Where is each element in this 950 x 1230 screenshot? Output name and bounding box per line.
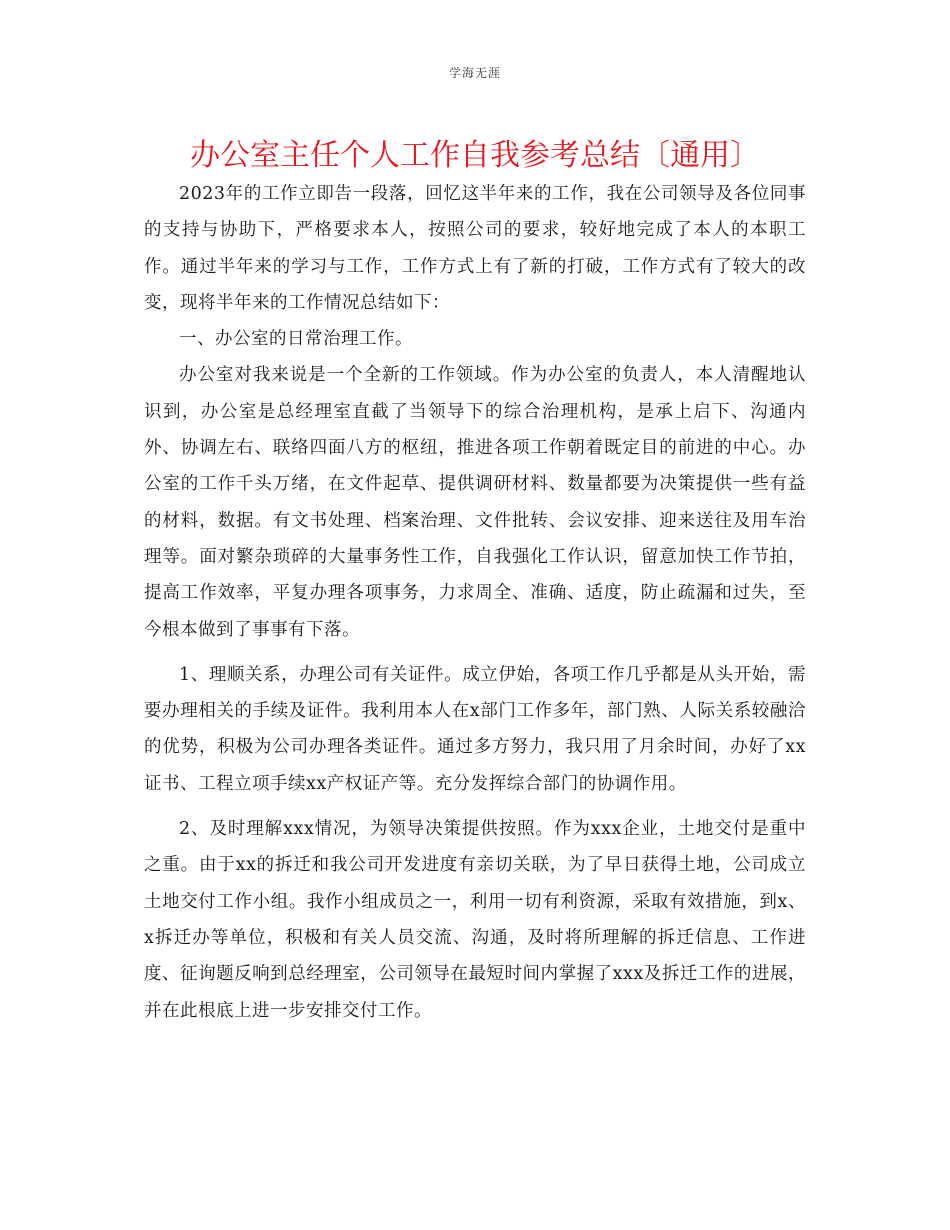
paragraph-item-1: 1、理顺关系，办理公司有关证件。成立伊始，各项工作几乎都是从头开始，需要办理相关的手续及证件。我利用本人在x部门工作多年，部门熟、人际关系较融洽的优势，积极为公司办理各类证件。通过多方努力，我只用了月余时间，办好了xx证书、工程立项手续xx产权证产等。充分发挥综合部门的协调作用。 <box>144 664 806 794</box>
document-title: 办公室主任个人工作自我参考总结〔通用〕 <box>190 138 760 173</box>
page-header: 学海无涯 <box>448 66 501 80</box>
paragraph-item-2: 2、及时理解xxx情况，为领导决策提供按照。作为xxx企业，土地交付是重中之重。由于xx的拆迁和我公司开发进度有亲切关联，为了早日获得土地，公司成立土地交付工作小组。我作小组成员之一，利用一切有利资源，采取有效措施，到x、x拆迁办等单位，积极和有关人员交流、沟通，及时将所理解的拆迁信息、工作进度、征询题反响到总经理室，公司领导在最短时间内掌握了xxx及拆迁工作的进展，并在此根底上进一步安排交付工作。 <box>144 819 806 1021</box>
document-body <box>144 176 806 1029</box>
paragraph-office-role: 办公室对我来说是一个全新的工作领域。作为办公室的负责人，本人清醒地认识到，办公室是总经理室直截了当领导下的综合治理机构，是承上启下、沟通内外、协调左右、联络四面八方的枢纽，推进各项工作朝着既定目的前进的中心。办公室的工作千头万绪，在文件起草、提供调研材料、数量都要为决策提供一些有益的材料，数据。有文书处理、档案治理、文件批转、会议安排、迎来送往及用车治理等。面对繁杂琐碎的大量事务性工作，自我强化工作认识，留意加快工作节拍，提高工作效率，平复办理各项事务，力求周全、准确、适度，防止疏漏和过失，至今根本做到了事事有下落。 <box>144 365 806 640</box>
paragraph-intro: 2023年的工作立即告一段落，回忆这半年来的工作，我在公司领导及各位同事的支持与协助下，严格要求本人，按照公司的要求，较好地完成了本人的本职工作。通过半年来的学习与工作，工作方式上有了新的打破，工作方式有了较大的改变，现将半年来的工作情况总结如下： <box>144 184 806 313</box>
section-heading: 一、办公室的日常治理工作。 <box>179 329 413 350</box>
